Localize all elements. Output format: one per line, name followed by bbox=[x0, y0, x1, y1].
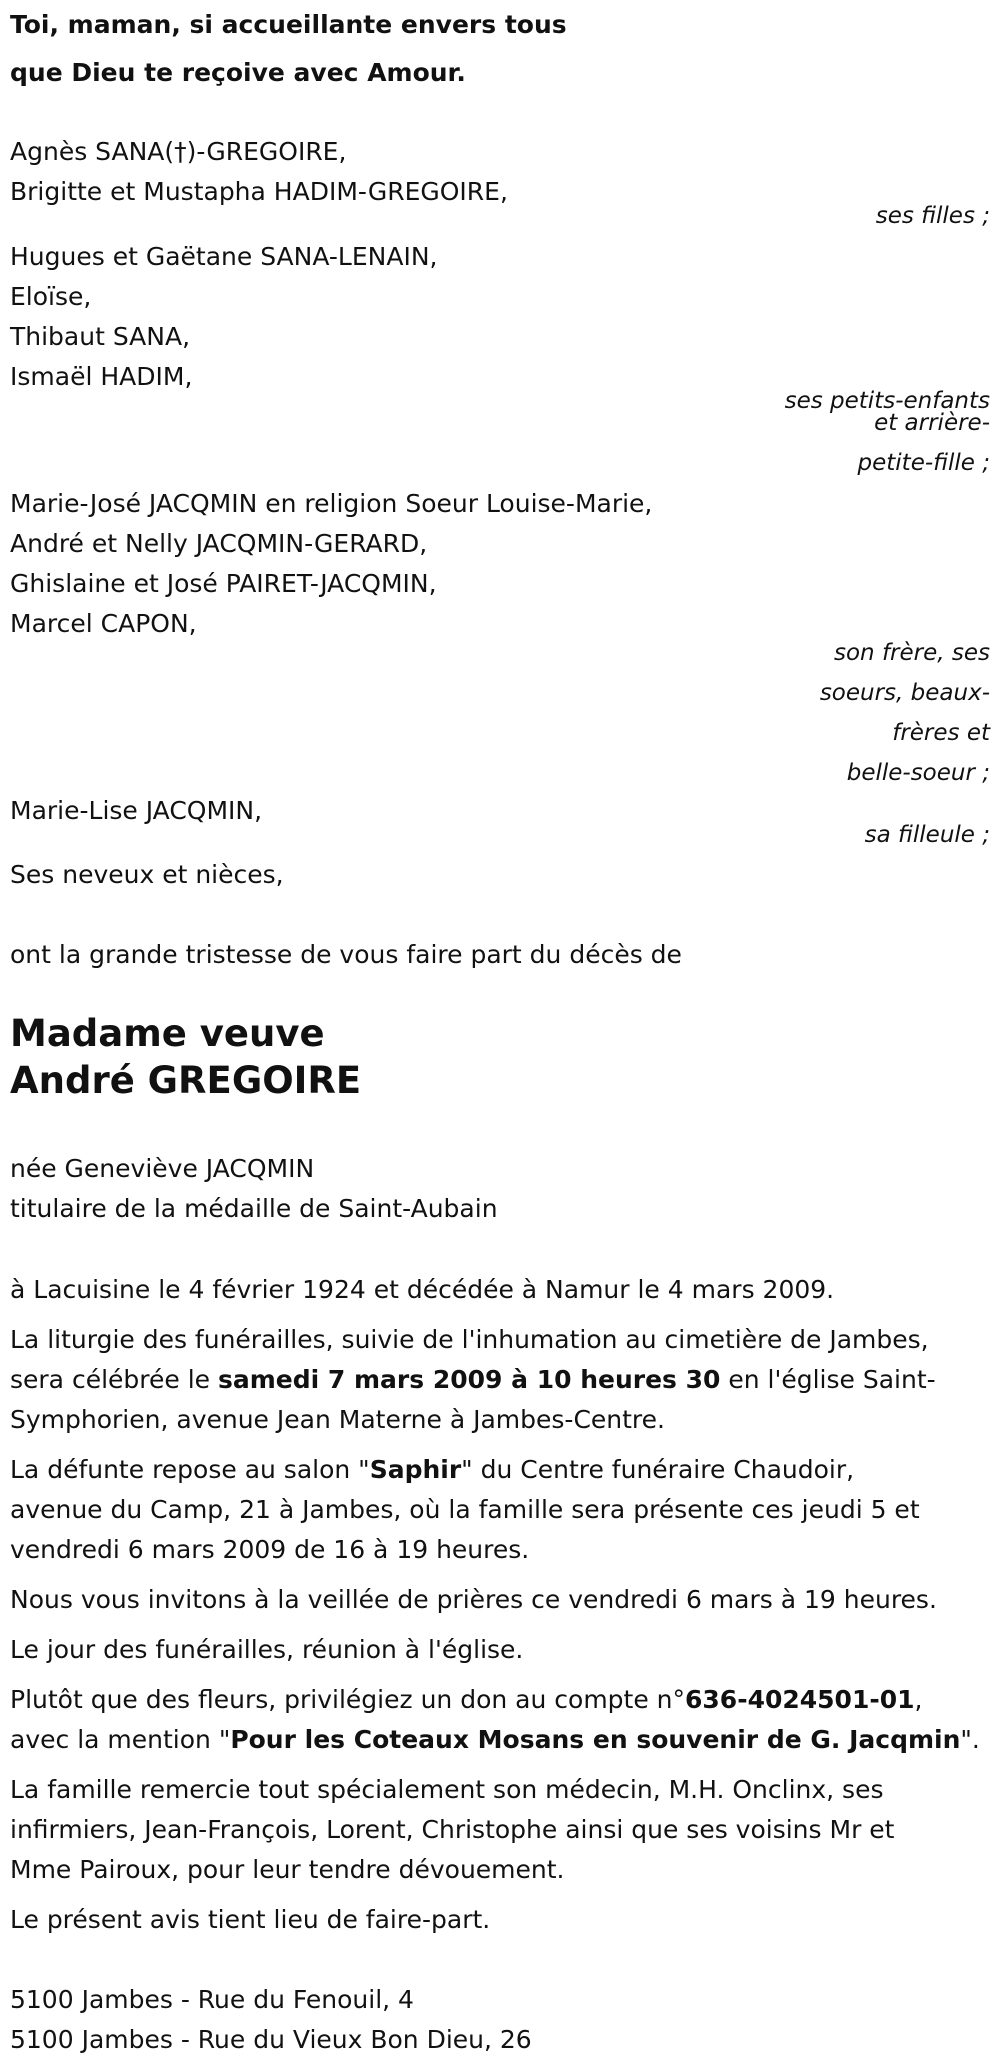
poem-line-1: Toi, maman, si accueillante envers tous bbox=[10, 10, 567, 39]
relation-siblings-4: belle-soeur ; bbox=[846, 760, 990, 786]
account-number: 636-4024501-01 bbox=[685, 1685, 915, 1714]
donation-mention: Pour les Coteaux Mosans en souvenir de G. Jacqmin bbox=[230, 1725, 961, 1754]
thanks-line-1: La famille remercie tout spécialement son médecin, M.H. Onclinx, ses bbox=[10, 1775, 884, 1804]
daughter-name: Brigitte et Mustapha HADIM-GREGOIRE, bbox=[10, 177, 508, 206]
deceased-title: Madame veuve bbox=[10, 1012, 325, 1055]
vigil-line: Nous vous invitons à la veillée de prières ce vendredi 6 mars à 19 heures. bbox=[10, 1585, 937, 1614]
sibling-name: Marie-José JACQMIN en religion Soeur Louise-Marie, bbox=[10, 489, 653, 518]
donation-line-2: avec la mention "Pour les Coteaux Mosans en souvenir de G. Jacqmin". bbox=[10, 1725, 980, 1754]
relation-siblings-1: son frère, ses bbox=[834, 640, 990, 666]
liturgy-line-1: La liturgie des funérailles, suivie de l'inhumation au cimetière de Jambes, bbox=[10, 1325, 929, 1354]
repose-line-2: avenue du Camp, 21 à Jambes, où la famille sera présente ces jeudi 5 et bbox=[10, 1495, 920, 1524]
grandchild-name: Thibaut SANA, bbox=[10, 322, 191, 351]
relation-siblings-2: soeurs, beaux- bbox=[819, 680, 990, 706]
sibling-name: André et Nelly JACQMIN-GERARD, bbox=[10, 529, 428, 558]
relation-siblings-3: frères et bbox=[892, 720, 990, 746]
goddaughter-name: Marie-Lise JACQMIN, bbox=[10, 796, 263, 825]
relation-grandchildren-2: et arrière- bbox=[874, 410, 990, 436]
daughter-name: Agnès SANA(†)-GREGOIRE, bbox=[10, 137, 347, 166]
sibling-name: Marcel CAPON, bbox=[10, 609, 197, 638]
sibling-name: Ghislaine et José PAIRET-JACQMIN, bbox=[10, 569, 437, 598]
repose-line-3: vendredi 6 mars 2009 de 16 à 19 heures. bbox=[10, 1535, 530, 1564]
born-died: à Lacuisine le 4 février 1924 et décédée à Namur le 4 mars 2009. bbox=[10, 1275, 835, 1304]
nephews-line: Ses neveux et nièces, bbox=[10, 860, 284, 889]
grandchild-name: Hugues et Gaëtane SANA-LENAIN, bbox=[10, 242, 438, 271]
repose-line-1: La défunte repose au salon "Saphir" du Centre funéraire Chaudoir, bbox=[10, 1455, 855, 1484]
donation-line-1: Plutôt que des fleurs, privilégiez un don au compte n°636-4024501-01, bbox=[10, 1685, 923, 1714]
grandchild-name: Ismaël HADIM, bbox=[10, 362, 193, 391]
grandchild-name: Eloïse, bbox=[10, 282, 92, 311]
deceased-name: André GREGOIRE bbox=[10, 1059, 362, 1102]
announcement: ont la grande tristesse de vous faire part du décès de bbox=[10, 940, 682, 969]
meeting-line: Le jour des funérailles, réunion à l'église. bbox=[10, 1635, 524, 1664]
liturgy-line-2: sera célébrée le samedi 7 mars 2009 à 10 heures 30 en l'église Saint- bbox=[10, 1365, 936, 1394]
relation-goddaughter: sa filleule ; bbox=[864, 822, 990, 848]
liturgy-line-3: Symphorien, avenue Jean Materne à Jambes-Centre. bbox=[10, 1405, 665, 1434]
relation-grandchildren-3: petite-fille ; bbox=[857, 450, 990, 476]
salon-name: Saphir bbox=[369, 1455, 462, 1484]
distinction: titulaire de la médaille de Saint-Aubain bbox=[10, 1194, 498, 1223]
address: 5100 Jambes - Rue du Vieux Bon Dieu, 26 bbox=[10, 2025, 532, 2054]
thanks-line-2: infirmiers, Jean-François, Lorent, Christophe ainsi que ses voisins Mr et bbox=[10, 1815, 895, 1844]
thanks-line-3: Mme Pairoux, pour leur tendre dévouement. bbox=[10, 1855, 565, 1884]
relation-daughters: ses filles ; bbox=[875, 203, 990, 229]
relation-grandchildren-1: ses petits-enfants bbox=[784, 388, 990, 414]
address: 5100 Jambes - Rue du Fenouil, 4 bbox=[10, 1985, 414, 2014]
notice-line: Le présent avis tient lieu de faire-part. bbox=[10, 1905, 491, 1934]
birth-name: née Geneviève JACQMIN bbox=[10, 1154, 315, 1183]
poem-line-2: que Dieu te reçoive avec Amour. bbox=[10, 58, 466, 87]
liturgy-date: samedi 7 mars 2009 à 10 heures 30 bbox=[217, 1365, 721, 1394]
